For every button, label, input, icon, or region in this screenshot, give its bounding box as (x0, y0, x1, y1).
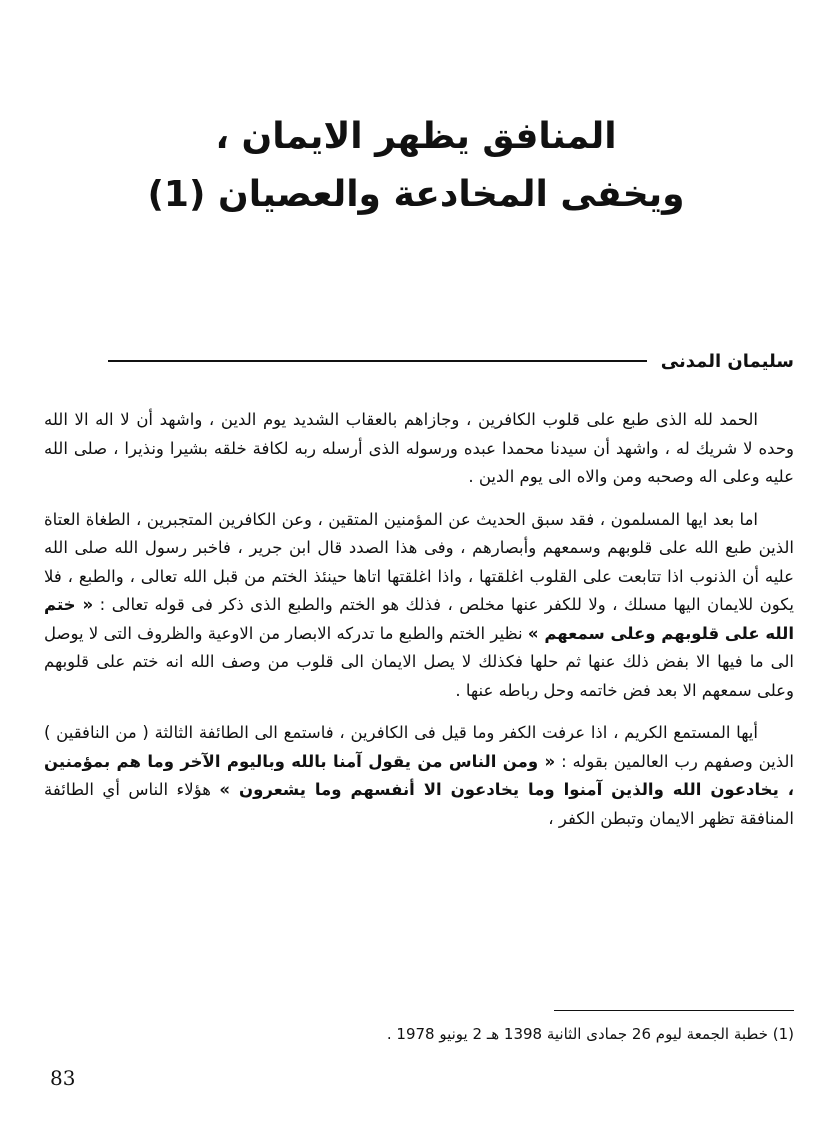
page-number: 83 (50, 1066, 76, 1090)
paragraph-2-start: اما بعد ايها المسلمون ، فقد سبق الحديث عن المؤمنين المتقين ، وعن الكافرين المتجبرين ، الطغاة العتاة الذين طبع الله على قلوبهم وسمعهم وأبصارهم ، وفى هذا الصدد قال ابن جرير ، فاخبر رسول الله صلى الله عليه أن الذنوب اذا تتابعت على القلوب اغلقتها ، واذا اغلقتها اتاها حينئذ الختم من قبل الله تعالى ، والطبع ، فلا يكون للايمان اليها مسلك ، ولا للكفر عنها مخلص ، فذلك هو الختم والطبع الذى ذكر فى قوله تعالى : (44, 509, 794, 614)
title-line-1: المنافق يظهر الايمان ، (215, 116, 617, 157)
footnote-rule (554, 1010, 794, 1011)
paragraph-2-rest: نظير الختم والطبع ما تدركه الابصار من الاوعية والظروف التى لا يوصل الى ما فيها الا بفض ذلك عنها ثم حلها فكذلك لا يصل الايمان الى قلوب من وصف الله انه ختم على قلوبهم وعلى سمعهم الا بعد فض خاتمه وحل رباطه عنها . (44, 623, 794, 700)
article-body (44, 406, 794, 847)
author-name: سليمان المدنى (660, 350, 794, 372)
footnote: (1) خطبة الجمعة ليوم 26 جمادى الثانية 1398 هـ 2 يونيو 1978 . (386, 1025, 794, 1043)
paragraph-2 (44, 506, 794, 706)
title-line-2: ويخفى المخادعة والعصيان (1) (147, 174, 685, 215)
author-row (108, 344, 794, 378)
author-rule (108, 360, 647, 362)
quran-quote-2: « ومن الناس من يقول آمنا بالله وباليوم الآخر وما هم بمؤمنين ، يخادعون الله والذين آمنوا وما يخادعون الا أنفسهم وما يشعرون » (44, 751, 794, 799)
quran-quote-1: « ختم الله على قلوبهم وعلى سمعهم » (44, 595, 794, 643)
paragraph-3 (44, 719, 794, 833)
paragraph-3-start: أيها المستمع الكريم ، اذا عرفت الكفر وما قيل فى الكافرين ، فاستمع الى الطائفة الثالثة ( من النافقين ) الذين وصفهم رب العالمين بقوله : (44, 723, 794, 771)
article-title (80, 108, 752, 224)
paragraph-3-rest: هؤلاء الناس أي الطائفة المنافقة تظهر الايمان وتبطن الكفر ، (44, 780, 794, 828)
paragraph-1: الحمد لله الذى طبع على قلوب الكافرين ، وجازاهم بالعقاب الشديد يوم الدين ، واشهد أن لا اله الا الله وحده لا شريك له ، واشهد أن سيدنا محمدا عبده ورسوله الذى أرسله ربه لكافة خلقه بشيرا ونذيرا ، صلى الله عليه وعلى اله وصحبه ومن والاه الى يوم الدين . (44, 410, 794, 486)
